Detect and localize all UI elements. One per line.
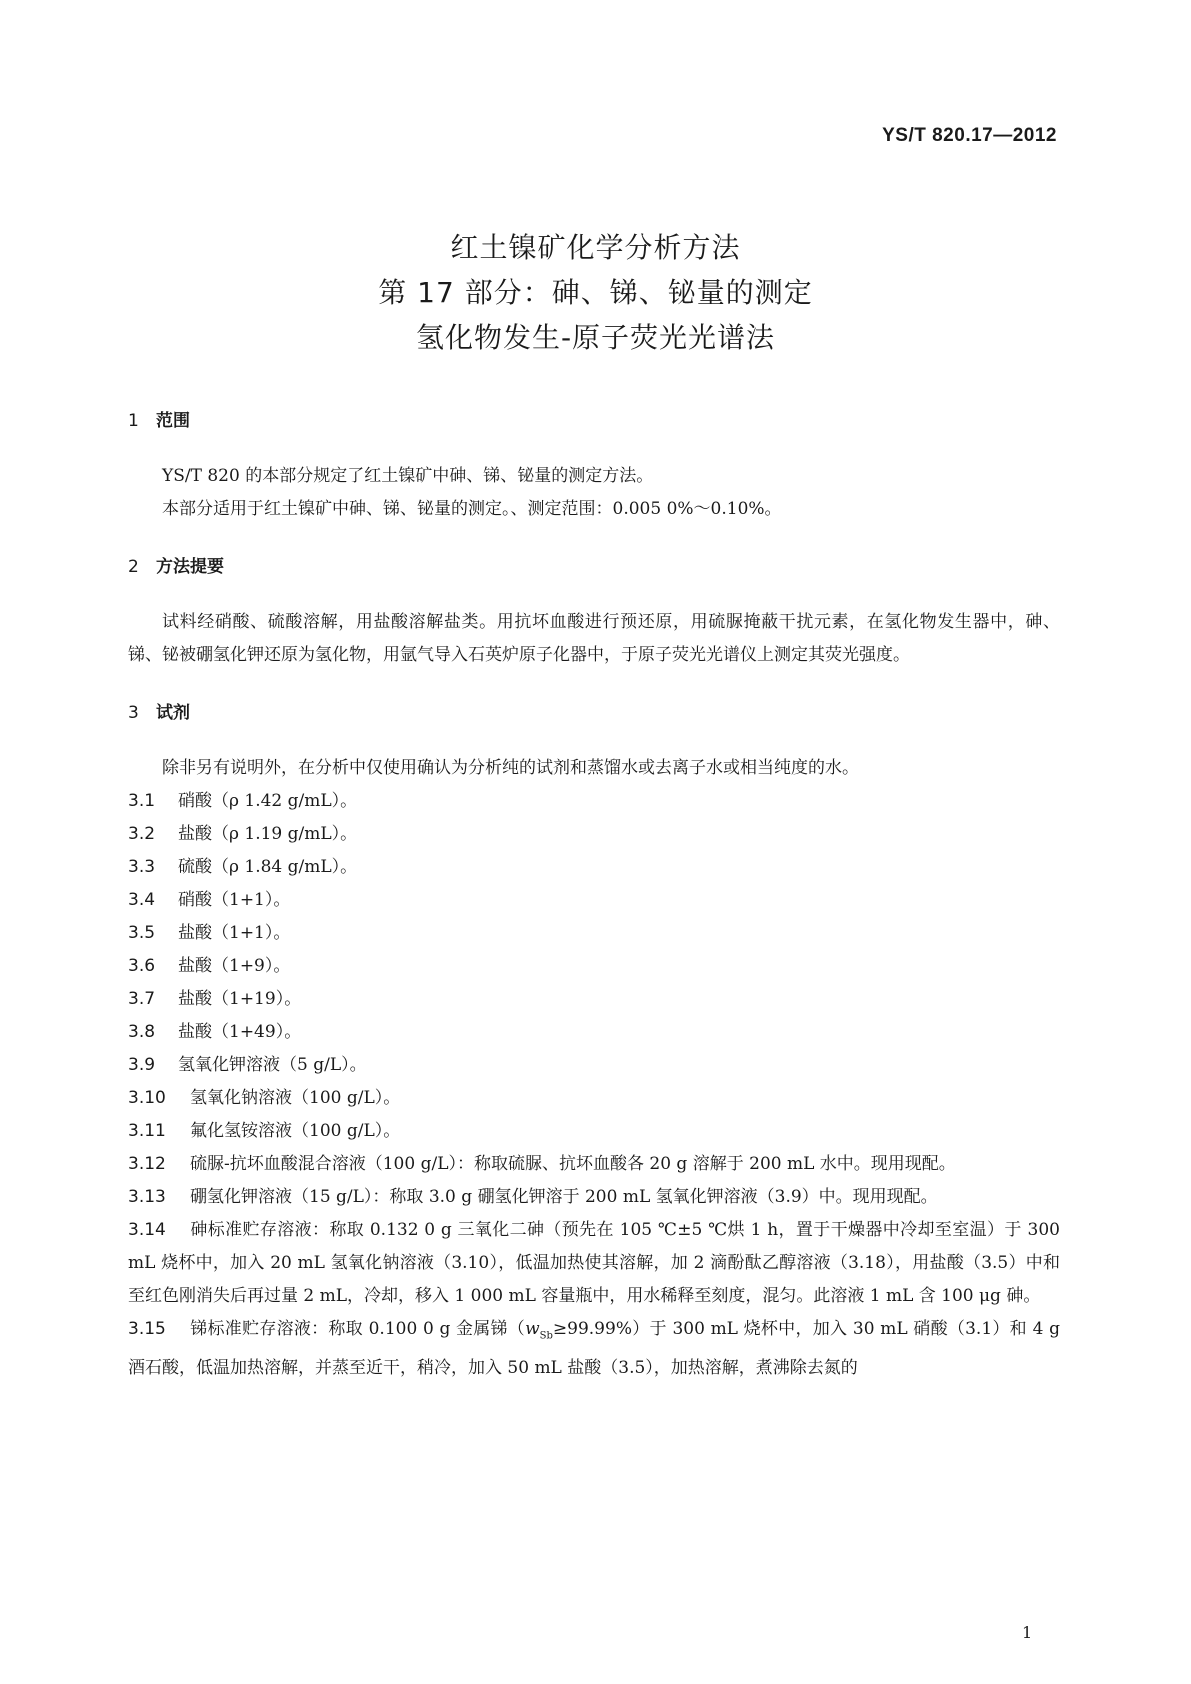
document-body bbox=[128, 408, 1060, 1385]
reagent-number: 3.11 bbox=[128, 1121, 166, 1141]
title-line-1: 红土镍矿化学分析方法 bbox=[450, 231, 741, 264]
reagent-text: 硝酸（1+1）。 bbox=[178, 890, 291, 910]
reagent-item bbox=[128, 1115, 1060, 1148]
reagent-text: 硫酸（ρ 1.84 g/mL）。 bbox=[178, 857, 358, 877]
reagent-text: 砷标准贮存溶液：称取 0.132 0 g 三氧化二砷（预先在 105 ℃±5 ℃烘 1 h，置于干燥器中冷却至室温）于 300 mL 烧杯中，加入 20 mL 氢氧化钠溶液（3.10），低温加热使其溶解，加 2 滴酚酞乙醇溶液（3.18），用盐酸（3.5）中和至红色刚消失后再过量 2 mL，冷却，移入 1 000 mL 容量瓶中，用水稀释至刻度，混匀。此溶液 1 mL 含 100 μg 砷。 bbox=[128, 1220, 1060, 1306]
reagent-item bbox=[128, 1313, 1060, 1385]
section-3-number: 3 bbox=[128, 703, 139, 723]
section-2-paragraph-1: 试料经硝酸、硫酸溶解，用盐酸溶解盐类。用抗坏血酸进行预还原，用硫脲掩蔽干扰元素，在氢化物发生器中，砷、锑、铋被硼氢化钾还原为氢化物，用氩气导入石英炉原子化器中，于原子荧光光谱仪上测定其荧光强度。 bbox=[128, 612, 1060, 665]
reagent-item bbox=[128, 785, 1060, 818]
reagent-item bbox=[128, 1214, 1060, 1313]
reagent-text: 盐酸（1+49）。 bbox=[178, 1022, 302, 1042]
reagent-number: 3.4 bbox=[128, 890, 156, 910]
reagent-text: 盐酸（ρ 1.19 g/mL）。 bbox=[178, 824, 358, 844]
section-1-heading bbox=[128, 408, 1060, 434]
section-2-heading bbox=[128, 554, 1060, 580]
reagent-text: 盐酸（1+19）。 bbox=[178, 989, 302, 1009]
reagent-text: 盐酸（1+1）。 bbox=[178, 923, 291, 943]
reagent-text: 氢氧化钠溶液（100 g/L）。 bbox=[190, 1088, 401, 1108]
title-line-3: 氢化物发生-原子荧光光谱法 bbox=[415, 321, 776, 354]
reagent-item bbox=[128, 1148, 1060, 1181]
section-1-number: 1 bbox=[128, 411, 139, 431]
reagent-text: 氢氧化钾溶液（5 g/L）。 bbox=[178, 1055, 367, 1075]
reagent-number: 3.5 bbox=[128, 923, 156, 943]
section-2-number: 2 bbox=[128, 557, 139, 577]
reagent-number: 3.6 bbox=[128, 956, 156, 976]
reagent-number: 3.8 bbox=[128, 1022, 156, 1042]
reagent-item bbox=[128, 917, 1060, 950]
reagent-number: 3.15 bbox=[128, 1319, 166, 1339]
reagent-number: 3.9 bbox=[128, 1055, 156, 1075]
mass-fraction-subscript: Sb bbox=[539, 1330, 553, 1342]
reagent-text-continued: ≥99.99%）于 300 mL 烧杯中，加入 30 mL 硝酸（3.1）和 4 g 酒石酸，低温加热溶解，并蒸至近干，稍冷，加入 50 mL 盐酸（3.5），加热溶解，煮沸除去氮的 bbox=[128, 1319, 1060, 1379]
reagent-number: 3.14 bbox=[128, 1220, 166, 1240]
document-title bbox=[0, 225, 1191, 360]
title-line-2: 第 17 部分：砷、锑、铋量的测定 bbox=[378, 276, 813, 309]
reagent-text: 氟化氢铵溶液（100 g/L）。 bbox=[190, 1121, 401, 1141]
reagent-text: 硝酸（ρ 1.42 g/mL）。 bbox=[178, 791, 358, 811]
mass-fraction-symbol: w bbox=[525, 1319, 540, 1339]
reagent-text: 锑标准贮存溶液：称取 0.100 0 g 金属锑（ bbox=[190, 1319, 526, 1339]
section-3-title: 试剂 bbox=[156, 703, 190, 723]
reagent-item bbox=[128, 818, 1060, 851]
reagent-item bbox=[128, 1016, 1060, 1049]
reagent-text: 盐酸（1+9）。 bbox=[178, 956, 291, 976]
reagent-item bbox=[128, 1049, 1060, 1082]
reagent-text: 硫脲-抗坏血酸混合溶液（100 g/L）：称取硫脲、抗坏血酸各 20 g 溶解于 200 mL 水中。现用现配。 bbox=[190, 1154, 956, 1174]
reagent-text: 硼氢化钾溶液（15 g/L）：称取 3.0 g 硼氢化钾溶于 200 mL 氢氧化钾溶液（3.9）中。现用现配。 bbox=[190, 1187, 938, 1207]
standard-code: YS/T 820.17—2012 bbox=[882, 125, 1057, 146]
reagent-number: 3.2 bbox=[128, 824, 156, 844]
reagent-item bbox=[128, 1082, 1060, 1115]
reagent-item bbox=[128, 884, 1060, 917]
section-2-title: 方法提要 bbox=[156, 557, 224, 577]
section-1-paragraph-1: YS/T 820 的本部分规定了红土镍矿中砷、锑、铋量的测定方法。 bbox=[162, 466, 654, 486]
reagent-number: 3.13 bbox=[128, 1187, 166, 1207]
reagent-number: 3.1 bbox=[128, 791, 156, 811]
reagent-item bbox=[128, 950, 1060, 983]
reagent-number: 3.10 bbox=[128, 1088, 166, 1108]
section-3-heading bbox=[128, 700, 1060, 726]
reagent-item bbox=[128, 851, 1060, 884]
section-1-title: 范围 bbox=[156, 411, 190, 431]
reagent-number: 3.12 bbox=[128, 1154, 166, 1174]
reagent-number: 3.7 bbox=[128, 989, 156, 1009]
section-1-paragraph-2: 本部分适用于红土镍矿中砷、锑、铋量的测定。、测定范围：0.005 0%～0.10%。 bbox=[162, 499, 782, 519]
section-3-intro: 除非另有说明外，在分析中仅使用确认为分析纯的试剂和蒸馏水或去离子水或相当纯度的水。 bbox=[162, 758, 859, 778]
page-number: 1 bbox=[1022, 1623, 1033, 1642]
reagent-item bbox=[128, 983, 1060, 1016]
reagent-number: 3.3 bbox=[128, 857, 156, 877]
reagent-item bbox=[128, 1181, 1060, 1214]
